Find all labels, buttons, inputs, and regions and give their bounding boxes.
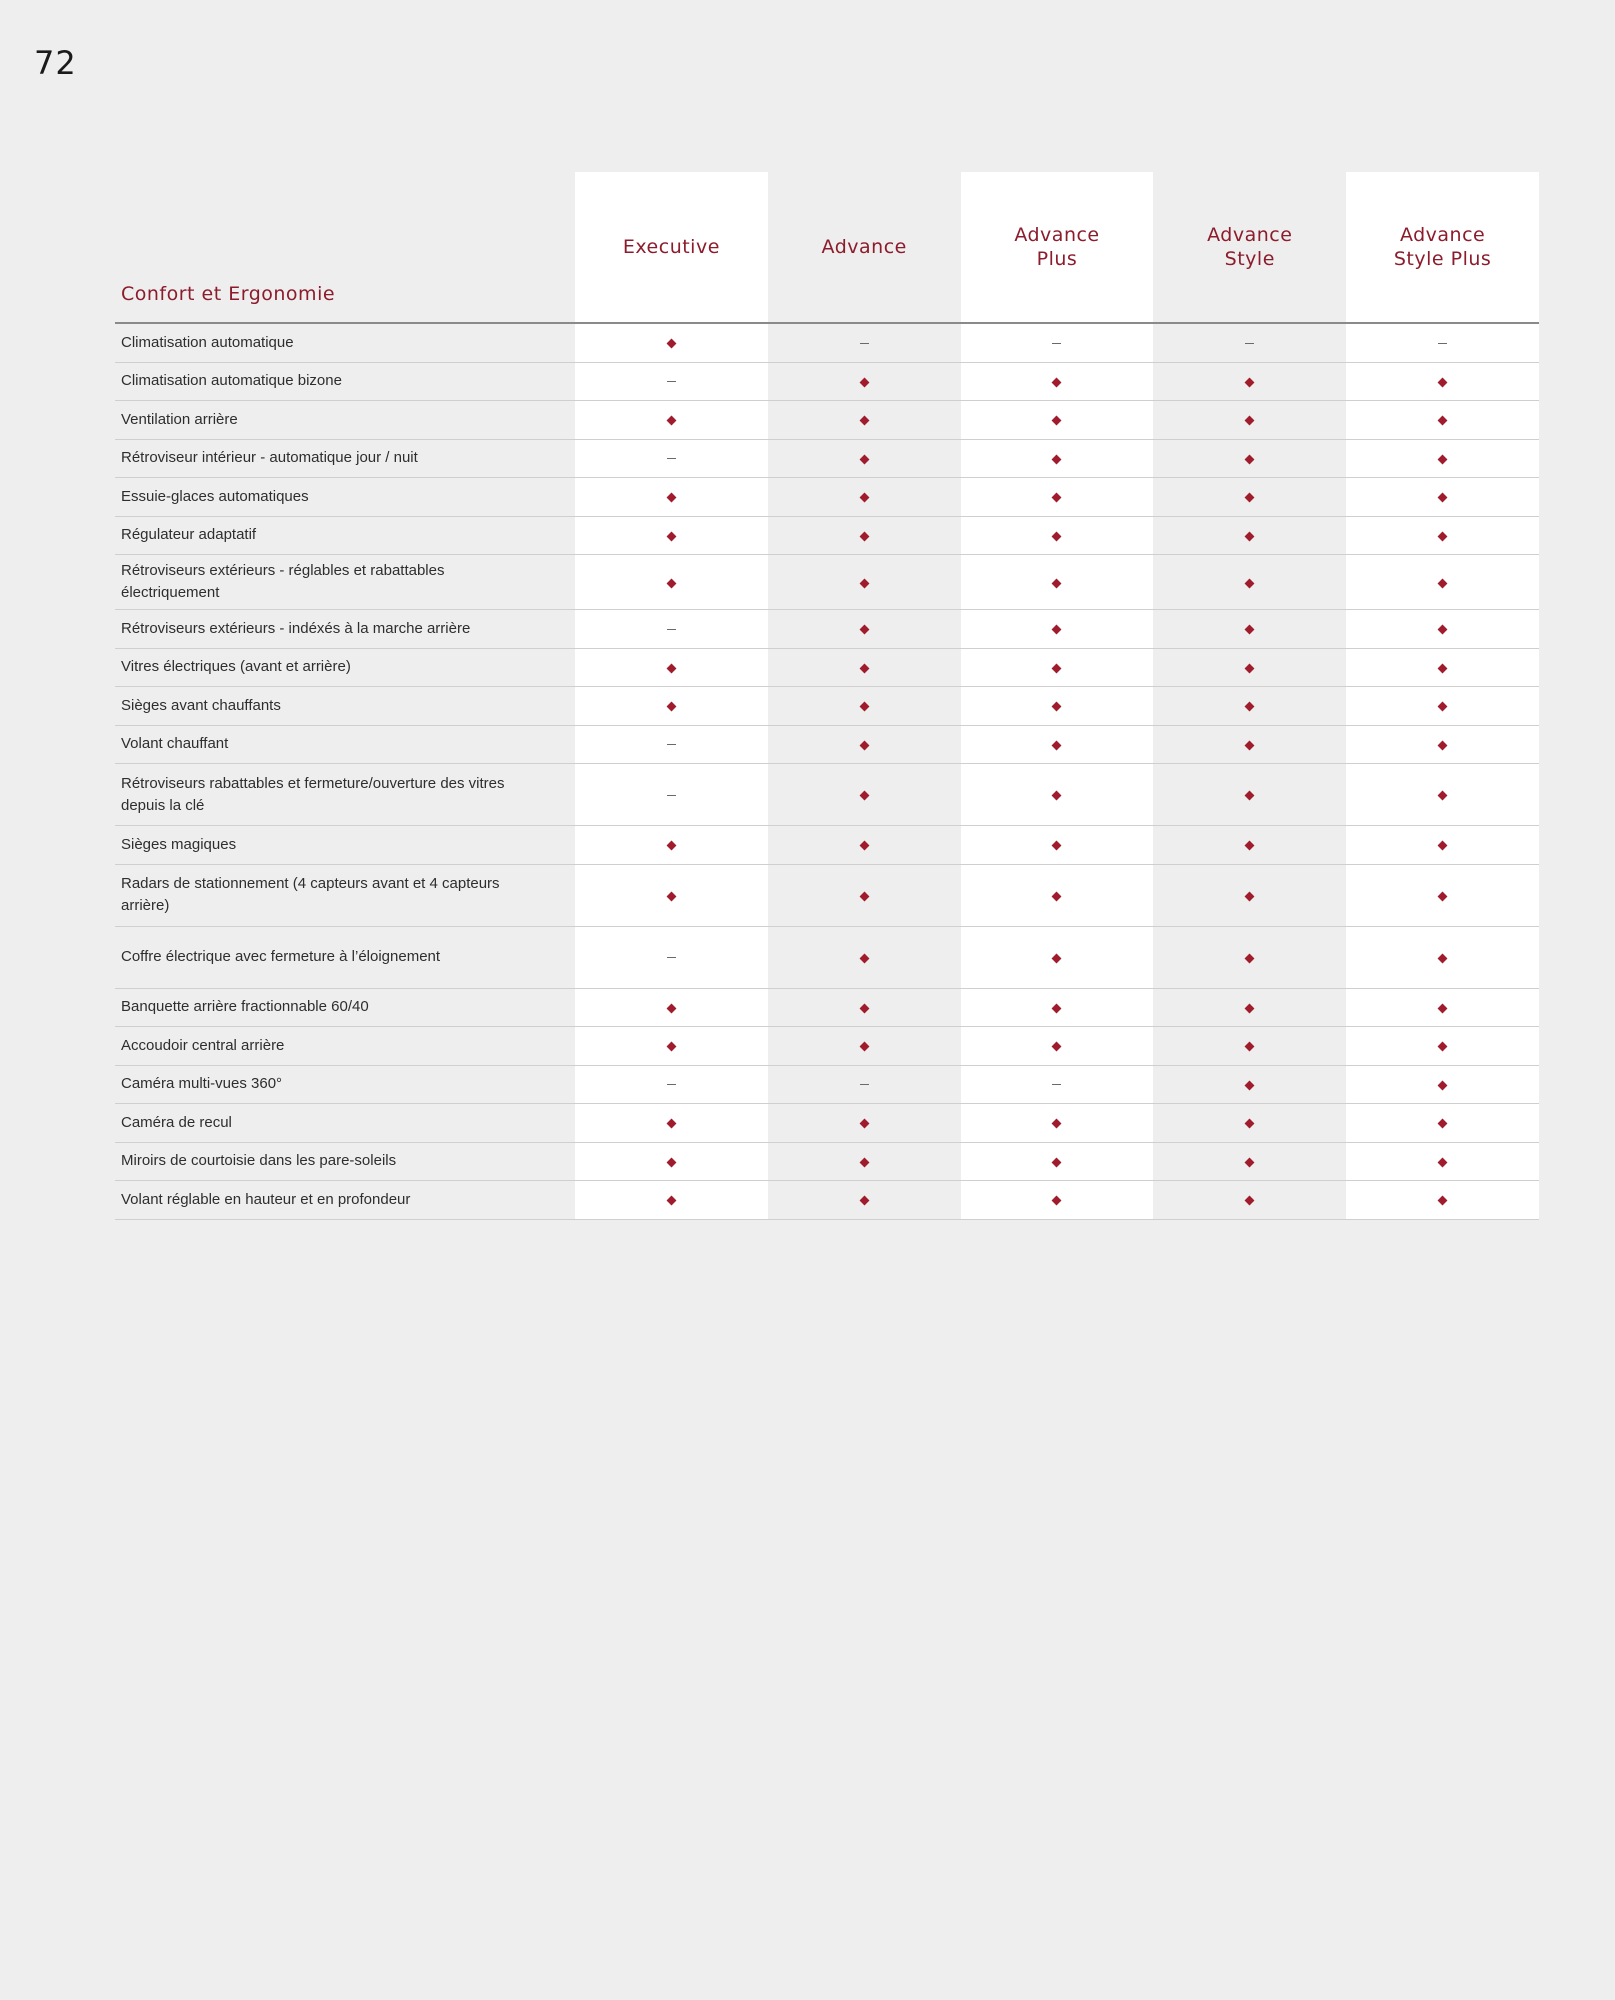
- trim-header-advance-plus: [961, 172, 1154, 323]
- availability-cell: [768, 323, 961, 362]
- diamond-icon: [1245, 891, 1255, 901]
- table-row: [115, 826, 1539, 865]
- diamond-icon: [859, 625, 869, 635]
- diamond-icon: [666, 493, 676, 503]
- dash-icon: [667, 381, 676, 382]
- availability-cell: [1153, 687, 1346, 726]
- spec-table-body: [115, 323, 1539, 1219]
- comfort-spec-table: [115, 172, 1539, 1220]
- diamond-icon: [1052, 663, 1062, 673]
- availability-cell: [1346, 478, 1539, 517]
- availability-cell: [1346, 439, 1539, 478]
- diamond-icon: [1245, 1080, 1255, 1090]
- availability-cell: [961, 1181, 1154, 1220]
- availability-cell: [961, 1104, 1154, 1143]
- availability-cell: [1346, 555, 1539, 610]
- table-row: [115, 362, 1539, 401]
- availability-cell: [575, 725, 768, 764]
- dash-icon: [667, 1084, 676, 1085]
- table-row: [115, 1027, 1539, 1066]
- diamond-icon: [1052, 625, 1062, 635]
- diamond-icon: [666, 1157, 676, 1167]
- diamond-icon: [1438, 454, 1448, 464]
- diamond-icon: [1245, 625, 1255, 635]
- table-row: [115, 1142, 1539, 1181]
- dash-icon: [860, 343, 869, 344]
- diamond-icon: [1245, 1196, 1255, 1206]
- diamond-icon: [1438, 702, 1448, 712]
- availability-cell: [768, 687, 961, 726]
- availability-cell: [575, 401, 768, 440]
- availability-cell: [961, 323, 1154, 362]
- diamond-icon: [1052, 578, 1062, 588]
- diamond-icon: [1052, 953, 1062, 963]
- diamond-icon: [1052, 1196, 1062, 1206]
- availability-cell: [1153, 516, 1346, 555]
- diamond-icon: [1245, 1119, 1255, 1129]
- table-row: [115, 725, 1539, 764]
- feature-label: Vitres électriques (avant et arrière): [115, 648, 575, 687]
- availability-cell: [1153, 1181, 1346, 1220]
- availability-cell: [1153, 555, 1346, 610]
- feature-label: Rétroviseurs rabattables et fermeture/ouverture des vitres depuis la clé: [115, 764, 575, 826]
- availability-cell: [575, 1181, 768, 1220]
- availability-cell: [961, 725, 1154, 764]
- table-row: [115, 439, 1539, 478]
- feature-label: Climatisation automatique: [115, 323, 575, 362]
- diamond-icon: [1438, 891, 1448, 901]
- diamond-icon: [1438, 1157, 1448, 1167]
- table-row: [115, 1181, 1539, 1220]
- diamond-icon: [859, 953, 869, 963]
- feature-label: Miroirs de courtoisie dans les pare-soleils: [115, 1142, 575, 1181]
- page-number: 72: [34, 44, 77, 82]
- diamond-icon: [859, 377, 869, 387]
- availability-cell: [768, 725, 961, 764]
- availability-cell: [768, 516, 961, 555]
- dash-icon: [1052, 343, 1061, 344]
- diamond-icon: [1245, 377, 1255, 387]
- diamond-icon: [859, 416, 869, 426]
- availability-cell: [961, 555, 1154, 610]
- diamond-icon: [1052, 1119, 1062, 1129]
- trim-header-label: Advance Style: [1207, 224, 1293, 270]
- diamond-icon: [859, 578, 869, 588]
- diamond-icon: [1052, 493, 1062, 503]
- diamond-icon: [1245, 953, 1255, 963]
- diamond-icon: [859, 454, 869, 464]
- diamond-icon: [1245, 740, 1255, 750]
- feature-label: Volant réglable en hauteur et en profondeur: [115, 1181, 575, 1220]
- availability-cell: [1153, 926, 1346, 988]
- feature-label: Régulateur adaptatif: [115, 516, 575, 555]
- availability-cell: [768, 439, 961, 478]
- availability-cell: [768, 988, 961, 1027]
- feature-label: Rétroviseurs extérieurs - indéxés à la marche arrière: [115, 610, 575, 649]
- trim-header-label: Advance Plus: [1014, 224, 1100, 270]
- feature-label: Caméra multi-vues 360°: [115, 1065, 575, 1104]
- availability-cell: [1153, 478, 1346, 517]
- feature-label: Banquette arrière fractionnable 60/40: [115, 988, 575, 1027]
- dash-icon: [1245, 343, 1254, 344]
- availability-cell: [1153, 764, 1346, 826]
- availability-cell: [961, 1065, 1154, 1104]
- diamond-icon: [1438, 493, 1448, 503]
- availability-cell: [961, 864, 1154, 926]
- availability-cell: [961, 926, 1154, 988]
- diamond-icon: [666, 339, 676, 349]
- table-row: [115, 988, 1539, 1027]
- diamond-icon: [1052, 531, 1062, 541]
- diamond-icon: [1438, 663, 1448, 673]
- diamond-icon: [666, 1042, 676, 1052]
- diamond-icon: [666, 891, 676, 901]
- diamond-icon: [1052, 377, 1062, 387]
- availability-cell: [768, 362, 961, 401]
- diamond-icon: [859, 493, 869, 503]
- diamond-icon: [1438, 1196, 1448, 1206]
- availability-cell: [1153, 1065, 1346, 1104]
- availability-cell: [768, 1181, 961, 1220]
- diamond-icon: [1245, 1003, 1255, 1013]
- diamond-icon: [666, 1196, 676, 1206]
- availability-cell: [575, 1065, 768, 1104]
- diamond-icon: [1245, 416, 1255, 426]
- availability-cell: [1153, 826, 1346, 865]
- availability-cell: [961, 478, 1154, 517]
- diamond-icon: [666, 578, 676, 588]
- availability-cell: [1346, 725, 1539, 764]
- feature-label: Climatisation automatique bizone: [115, 362, 575, 401]
- availability-cell: [1346, 687, 1539, 726]
- diamond-icon: [1438, 578, 1448, 588]
- diamond-icon: [859, 791, 869, 801]
- availability-cell: [961, 610, 1154, 649]
- availability-cell: [1346, 516, 1539, 555]
- availability-cell: [1346, 1104, 1539, 1143]
- availability-cell: [1153, 1142, 1346, 1181]
- diamond-icon: [1245, 454, 1255, 464]
- availability-cell: [575, 1027, 768, 1066]
- diamond-icon: [1438, 953, 1448, 963]
- availability-cell: [961, 687, 1154, 726]
- dash-icon: [860, 1084, 869, 1085]
- availability-cell: [1153, 864, 1346, 926]
- diamond-icon: [1052, 1003, 1062, 1013]
- header-row: [115, 172, 1539, 323]
- availability-cell: [961, 401, 1154, 440]
- diamond-icon: [1245, 1157, 1255, 1167]
- availability-cell: [1153, 1027, 1346, 1066]
- availability-cell: [1346, 323, 1539, 362]
- feature-label: Sièges magiques: [115, 826, 575, 865]
- availability-cell: [575, 1104, 768, 1143]
- availability-cell: [1153, 323, 1346, 362]
- diamond-icon: [1245, 578, 1255, 588]
- availability-cell: [768, 610, 961, 649]
- diamond-icon: [1052, 791, 1062, 801]
- dash-icon: [667, 795, 676, 796]
- diamond-icon: [1438, 1003, 1448, 1013]
- feature-label: Essuie-glaces automatiques: [115, 478, 575, 517]
- availability-cell: [768, 478, 961, 517]
- diamond-icon: [1245, 1042, 1255, 1052]
- table-row: [115, 1065, 1539, 1104]
- diamond-icon: [1052, 1042, 1062, 1052]
- availability-cell: [961, 988, 1154, 1027]
- diamond-icon: [859, 1119, 869, 1129]
- table-row: [115, 323, 1539, 362]
- diamond-icon: [1438, 1119, 1448, 1129]
- diamond-icon: [1438, 841, 1448, 851]
- diamond-icon: [1438, 377, 1448, 387]
- diamond-icon: [1438, 1042, 1448, 1052]
- diamond-icon: [666, 1003, 676, 1013]
- diamond-icon: [1052, 416, 1062, 426]
- availability-cell: [1346, 610, 1539, 649]
- availability-cell: [1153, 401, 1346, 440]
- availability-cell: [575, 648, 768, 687]
- dash-icon: [667, 629, 676, 630]
- availability-cell: [575, 323, 768, 362]
- availability-cell: [575, 1142, 768, 1181]
- diamond-icon: [1052, 740, 1062, 750]
- availability-cell: [961, 1142, 1154, 1181]
- availability-cell: [961, 439, 1154, 478]
- availability-cell: [1153, 988, 1346, 1027]
- diamond-icon: [859, 841, 869, 851]
- table-row: [115, 687, 1539, 726]
- table-row: [115, 401, 1539, 440]
- diamond-icon: [1245, 493, 1255, 503]
- feature-label: Sièges avant chauffants: [115, 687, 575, 726]
- feature-label: Rétroviseurs extérieurs - réglables et rabattables électriquement: [115, 555, 575, 610]
- diamond-icon: [1052, 454, 1062, 464]
- availability-cell: [575, 516, 768, 555]
- availability-cell: [961, 362, 1154, 401]
- availability-cell: [1153, 1104, 1346, 1143]
- feature-label: Radars de stationnement (4 capteurs avant et 4 capteurs arrière): [115, 864, 575, 926]
- table-row: [115, 610, 1539, 649]
- dash-icon: [1052, 1084, 1061, 1085]
- feature-label: Rétroviseur intérieur - automatique jour / nuit: [115, 439, 575, 478]
- availability-cell: [1153, 362, 1346, 401]
- availability-cell: [1346, 1027, 1539, 1066]
- feature-label: Caméra de recul: [115, 1104, 575, 1143]
- table-row: [115, 1104, 1539, 1143]
- availability-cell: [575, 764, 768, 826]
- availability-cell: [575, 864, 768, 926]
- feature-label: Coffre électrique avec fermeture à l’éloignement: [115, 926, 575, 988]
- table-row: [115, 478, 1539, 517]
- table-row: [115, 764, 1539, 826]
- feature-label: Ventilation arrière: [115, 401, 575, 440]
- availability-cell: [768, 1104, 961, 1143]
- diamond-icon: [859, 1157, 869, 1167]
- diamond-icon: [1245, 702, 1255, 712]
- diamond-icon: [859, 1196, 869, 1206]
- diamond-icon: [666, 1119, 676, 1129]
- availability-cell: [1346, 1142, 1539, 1181]
- dash-icon: [667, 957, 676, 958]
- availability-cell: [768, 926, 961, 988]
- diamond-icon: [1438, 531, 1448, 541]
- diamond-icon: [859, 1003, 869, 1013]
- dash-icon: [667, 458, 676, 459]
- table-row: [115, 864, 1539, 926]
- trim-header-label: Advance Style Plus: [1393, 224, 1492, 270]
- availability-cell: [768, 864, 961, 926]
- availability-cell: [1346, 864, 1539, 926]
- availability-cell: [575, 926, 768, 988]
- availability-cell: [768, 401, 961, 440]
- diamond-icon: [666, 531, 676, 541]
- availability-cell: [768, 555, 961, 610]
- diamond-icon: [1245, 531, 1255, 541]
- availability-cell: [961, 764, 1154, 826]
- diamond-icon: [859, 702, 869, 712]
- availability-cell: [1153, 439, 1346, 478]
- diamond-icon: [1245, 663, 1255, 673]
- availability-cell: [575, 478, 768, 517]
- diamond-icon: [1438, 740, 1448, 750]
- availability-cell: [575, 826, 768, 865]
- availability-cell: [575, 555, 768, 610]
- availability-cell: [768, 1142, 961, 1181]
- availability-cell: [1153, 610, 1346, 649]
- diamond-icon: [859, 531, 869, 541]
- diamond-icon: [666, 663, 676, 673]
- availability-cell: [768, 648, 961, 687]
- availability-cell: [1346, 648, 1539, 687]
- diamond-icon: [1438, 416, 1448, 426]
- trim-header-executive: Executive: [575, 172, 768, 323]
- availability-cell: [1346, 764, 1539, 826]
- availability-cell: [961, 516, 1154, 555]
- dash-icon: [667, 744, 676, 745]
- diamond-icon: [1245, 791, 1255, 801]
- diamond-icon: [1438, 791, 1448, 801]
- table-row: [115, 648, 1539, 687]
- table-row: [115, 926, 1539, 988]
- availability-cell: [1346, 401, 1539, 440]
- diamond-icon: [666, 702, 676, 712]
- diamond-icon: [1052, 841, 1062, 851]
- trim-header-advance: Advance: [768, 172, 961, 323]
- availability-cell: [1346, 988, 1539, 1027]
- diamond-icon: [666, 841, 676, 851]
- feature-label: Accoudoir central arrière: [115, 1027, 575, 1066]
- trim-header-advance-style-plus: [1346, 172, 1539, 323]
- availability-cell: [1153, 648, 1346, 687]
- availability-cell: [1346, 362, 1539, 401]
- availability-cell: [768, 1027, 961, 1066]
- table-row: [115, 555, 1539, 610]
- diamond-icon: [859, 1042, 869, 1052]
- availability-cell: [1346, 826, 1539, 865]
- dash-icon: [1438, 343, 1447, 344]
- availability-cell: [1346, 1065, 1539, 1104]
- diamond-icon: [1438, 1080, 1448, 1090]
- availability-cell: [1153, 725, 1346, 764]
- availability-cell: [768, 1065, 961, 1104]
- availability-cell: [961, 648, 1154, 687]
- feature-label: Volant chauffant: [115, 725, 575, 764]
- diamond-icon: [859, 740, 869, 750]
- diamond-icon: [666, 416, 676, 426]
- diamond-icon: [1052, 702, 1062, 712]
- availability-cell: [961, 1027, 1154, 1066]
- availability-cell: [575, 439, 768, 478]
- availability-cell: [961, 826, 1154, 865]
- availability-cell: [1346, 926, 1539, 988]
- diamond-icon: [1438, 625, 1448, 635]
- diamond-icon: [1052, 1157, 1062, 1167]
- availability-cell: [1346, 1181, 1539, 1220]
- availability-cell: [768, 764, 961, 826]
- availability-cell: [575, 362, 768, 401]
- diamond-icon: [859, 891, 869, 901]
- diamond-icon: [1052, 891, 1062, 901]
- availability-cell: [575, 610, 768, 649]
- trim-header-advance-style: [1153, 172, 1346, 323]
- availability-cell: [768, 826, 961, 865]
- diamond-icon: [1245, 841, 1255, 851]
- availability-cell: [575, 988, 768, 1027]
- section-title: Confort et Ergonomie: [115, 172, 575, 323]
- availability-cell: [575, 687, 768, 726]
- table-row: [115, 516, 1539, 555]
- diamond-icon: [859, 663, 869, 673]
